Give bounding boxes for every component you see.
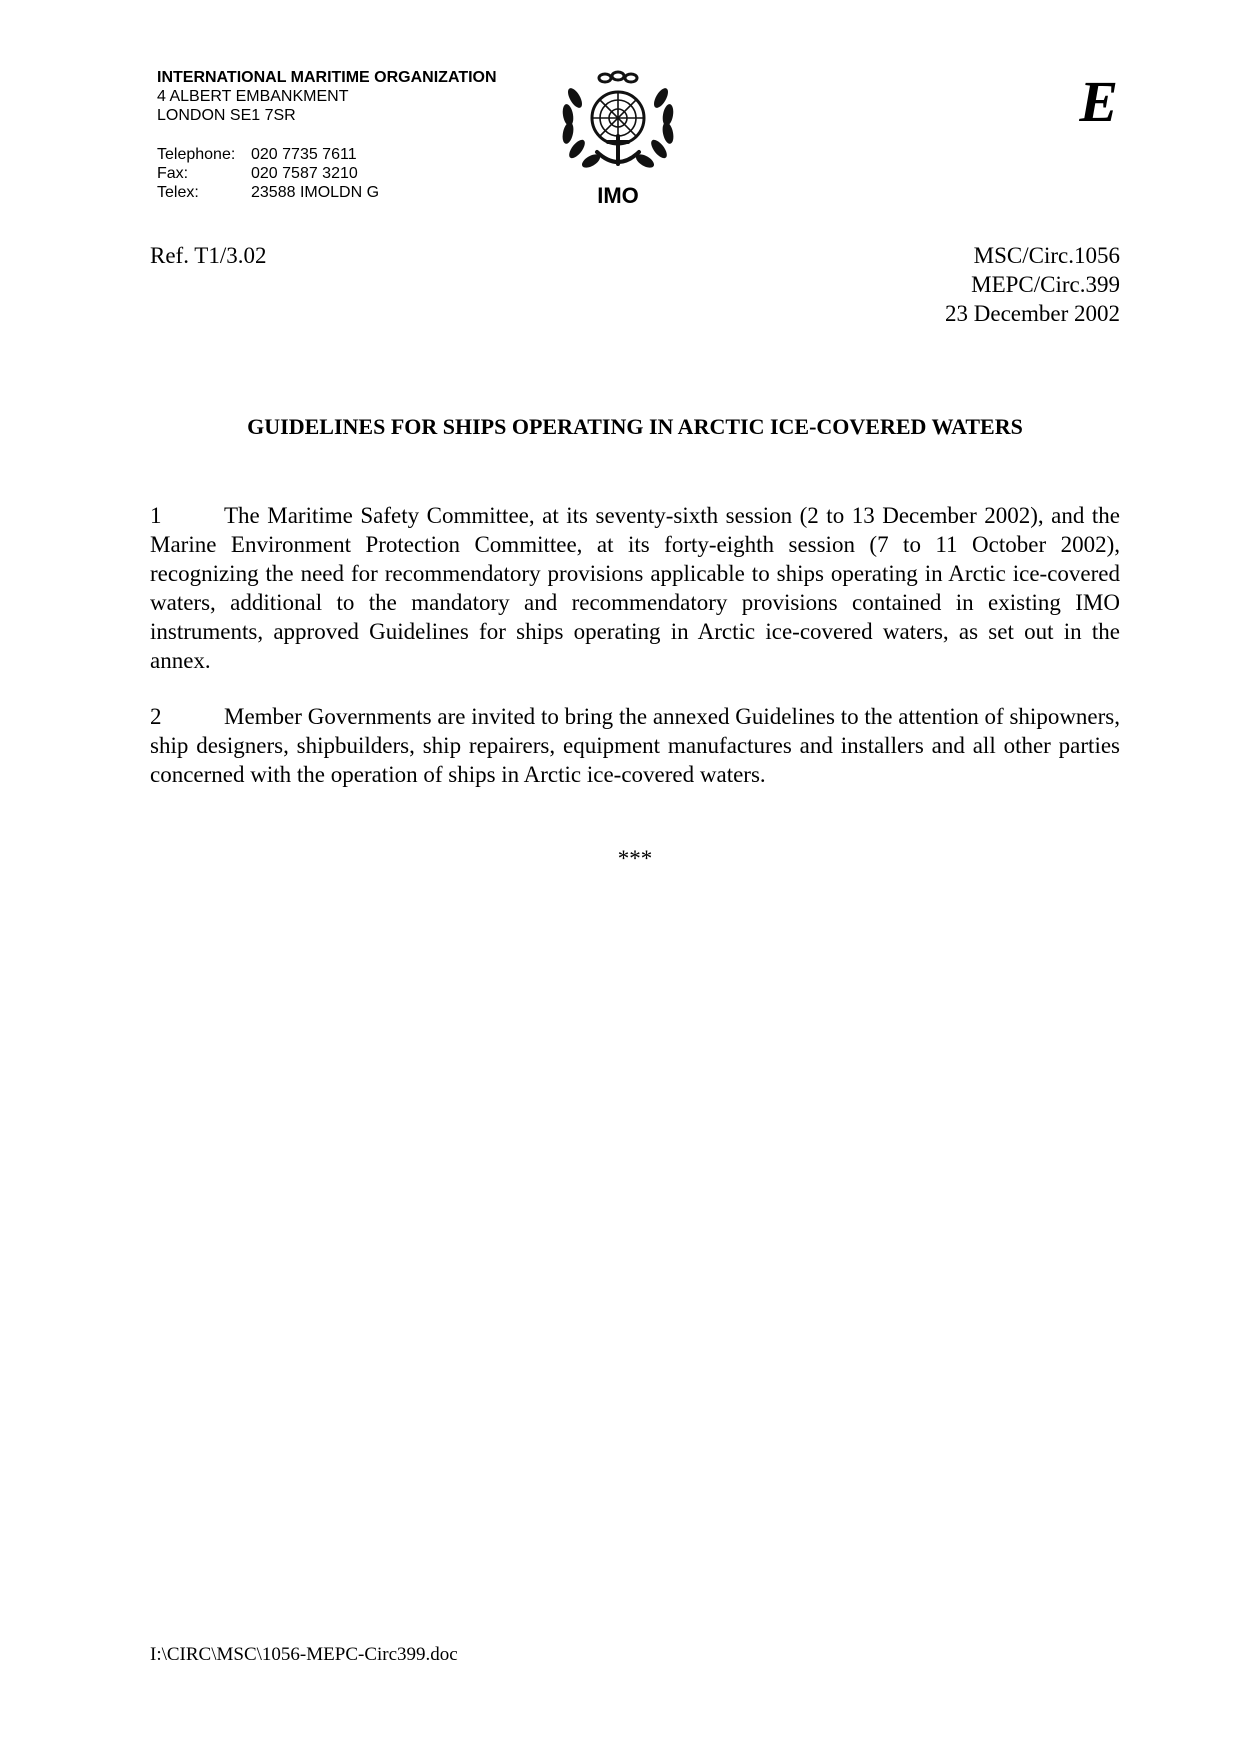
paragraph-number: 2: [150, 704, 162, 729]
contact-row-telex: [157, 183, 379, 202]
document-symbols: [945, 241, 1120, 328]
footer-file-path: I:\CIRC\MSC\1056-MEPC-Circ399.doc: [150, 1644, 458, 1665]
msc-symbol: MSC/Circ.1056: [973, 243, 1120, 268]
paragraph-2: [150, 702, 1120, 789]
language-indicator: E: [1079, 69, 1118, 134]
paragraph-text: Member Governments are invited to bring the annexed Guidelines to the attention of shipowners, ship designers, shipbuilders, ship repairers, equipment manufactures and installers and all other parties concerned with the operation of ships in Arctic ice-covered waters.: [150, 704, 1120, 787]
contact-value: 23588 IMOLDN G: [251, 184, 380, 201]
contact-row-telephone: [157, 145, 379, 164]
address-line-2: LONDON SE1 7SR: [157, 107, 296, 124]
reference-number: Ref. T1/3.02: [150, 243, 267, 268]
paragraph-1: [150, 501, 1120, 675]
document-title: GUIDELINES FOR SHIPS OPERATING IN ARCTIC ICE-COVERED WATERS: [247, 414, 1023, 439]
document-date: 23 December 2002: [945, 301, 1120, 326]
mepc-symbol: MEPC/Circ.399: [971, 272, 1120, 297]
imo-emblem-icon: [553, 68, 683, 178]
contact-value: 020 7735 7611: [251, 146, 357, 163]
address-line-1: 4 ALBERT EMBANKMENT: [157, 88, 349, 105]
paragraph-number: 1: [150, 503, 162, 528]
contact-value: 020 7587 3210: [251, 165, 358, 182]
imo-logo-text: IMO: [597, 183, 639, 208]
organization-name: INTERNATIONAL MARITIME ORGANIZATION: [157, 69, 497, 86]
contact-label: Fax:: [157, 165, 189, 182]
contact-row-fax: [157, 164, 379, 183]
section-separator: ***: [617, 846, 653, 871]
contact-label: Telex:: [157, 184, 199, 201]
paragraph-text: The Maritime Safety Committee, at its seventy-sixth session (2 to 13 December 2002), and the Marine Environment Protection Committee, at its forty-eighth session (7 to 11 October 2002), recognizing the need for recommendatory provisions applicable to ships operating in Arctic ice-covered waters, additional to the mandatory and recommendatory provisions contained in existing IMO instruments, approved Guidelines for ships operating in Arctic ice-covered waters, as set out in the annex.: [150, 503, 1120, 673]
organization-address-block: [157, 68, 597, 125]
contact-label: Telephone:: [157, 146, 236, 163]
contact-block: [157, 145, 379, 202]
